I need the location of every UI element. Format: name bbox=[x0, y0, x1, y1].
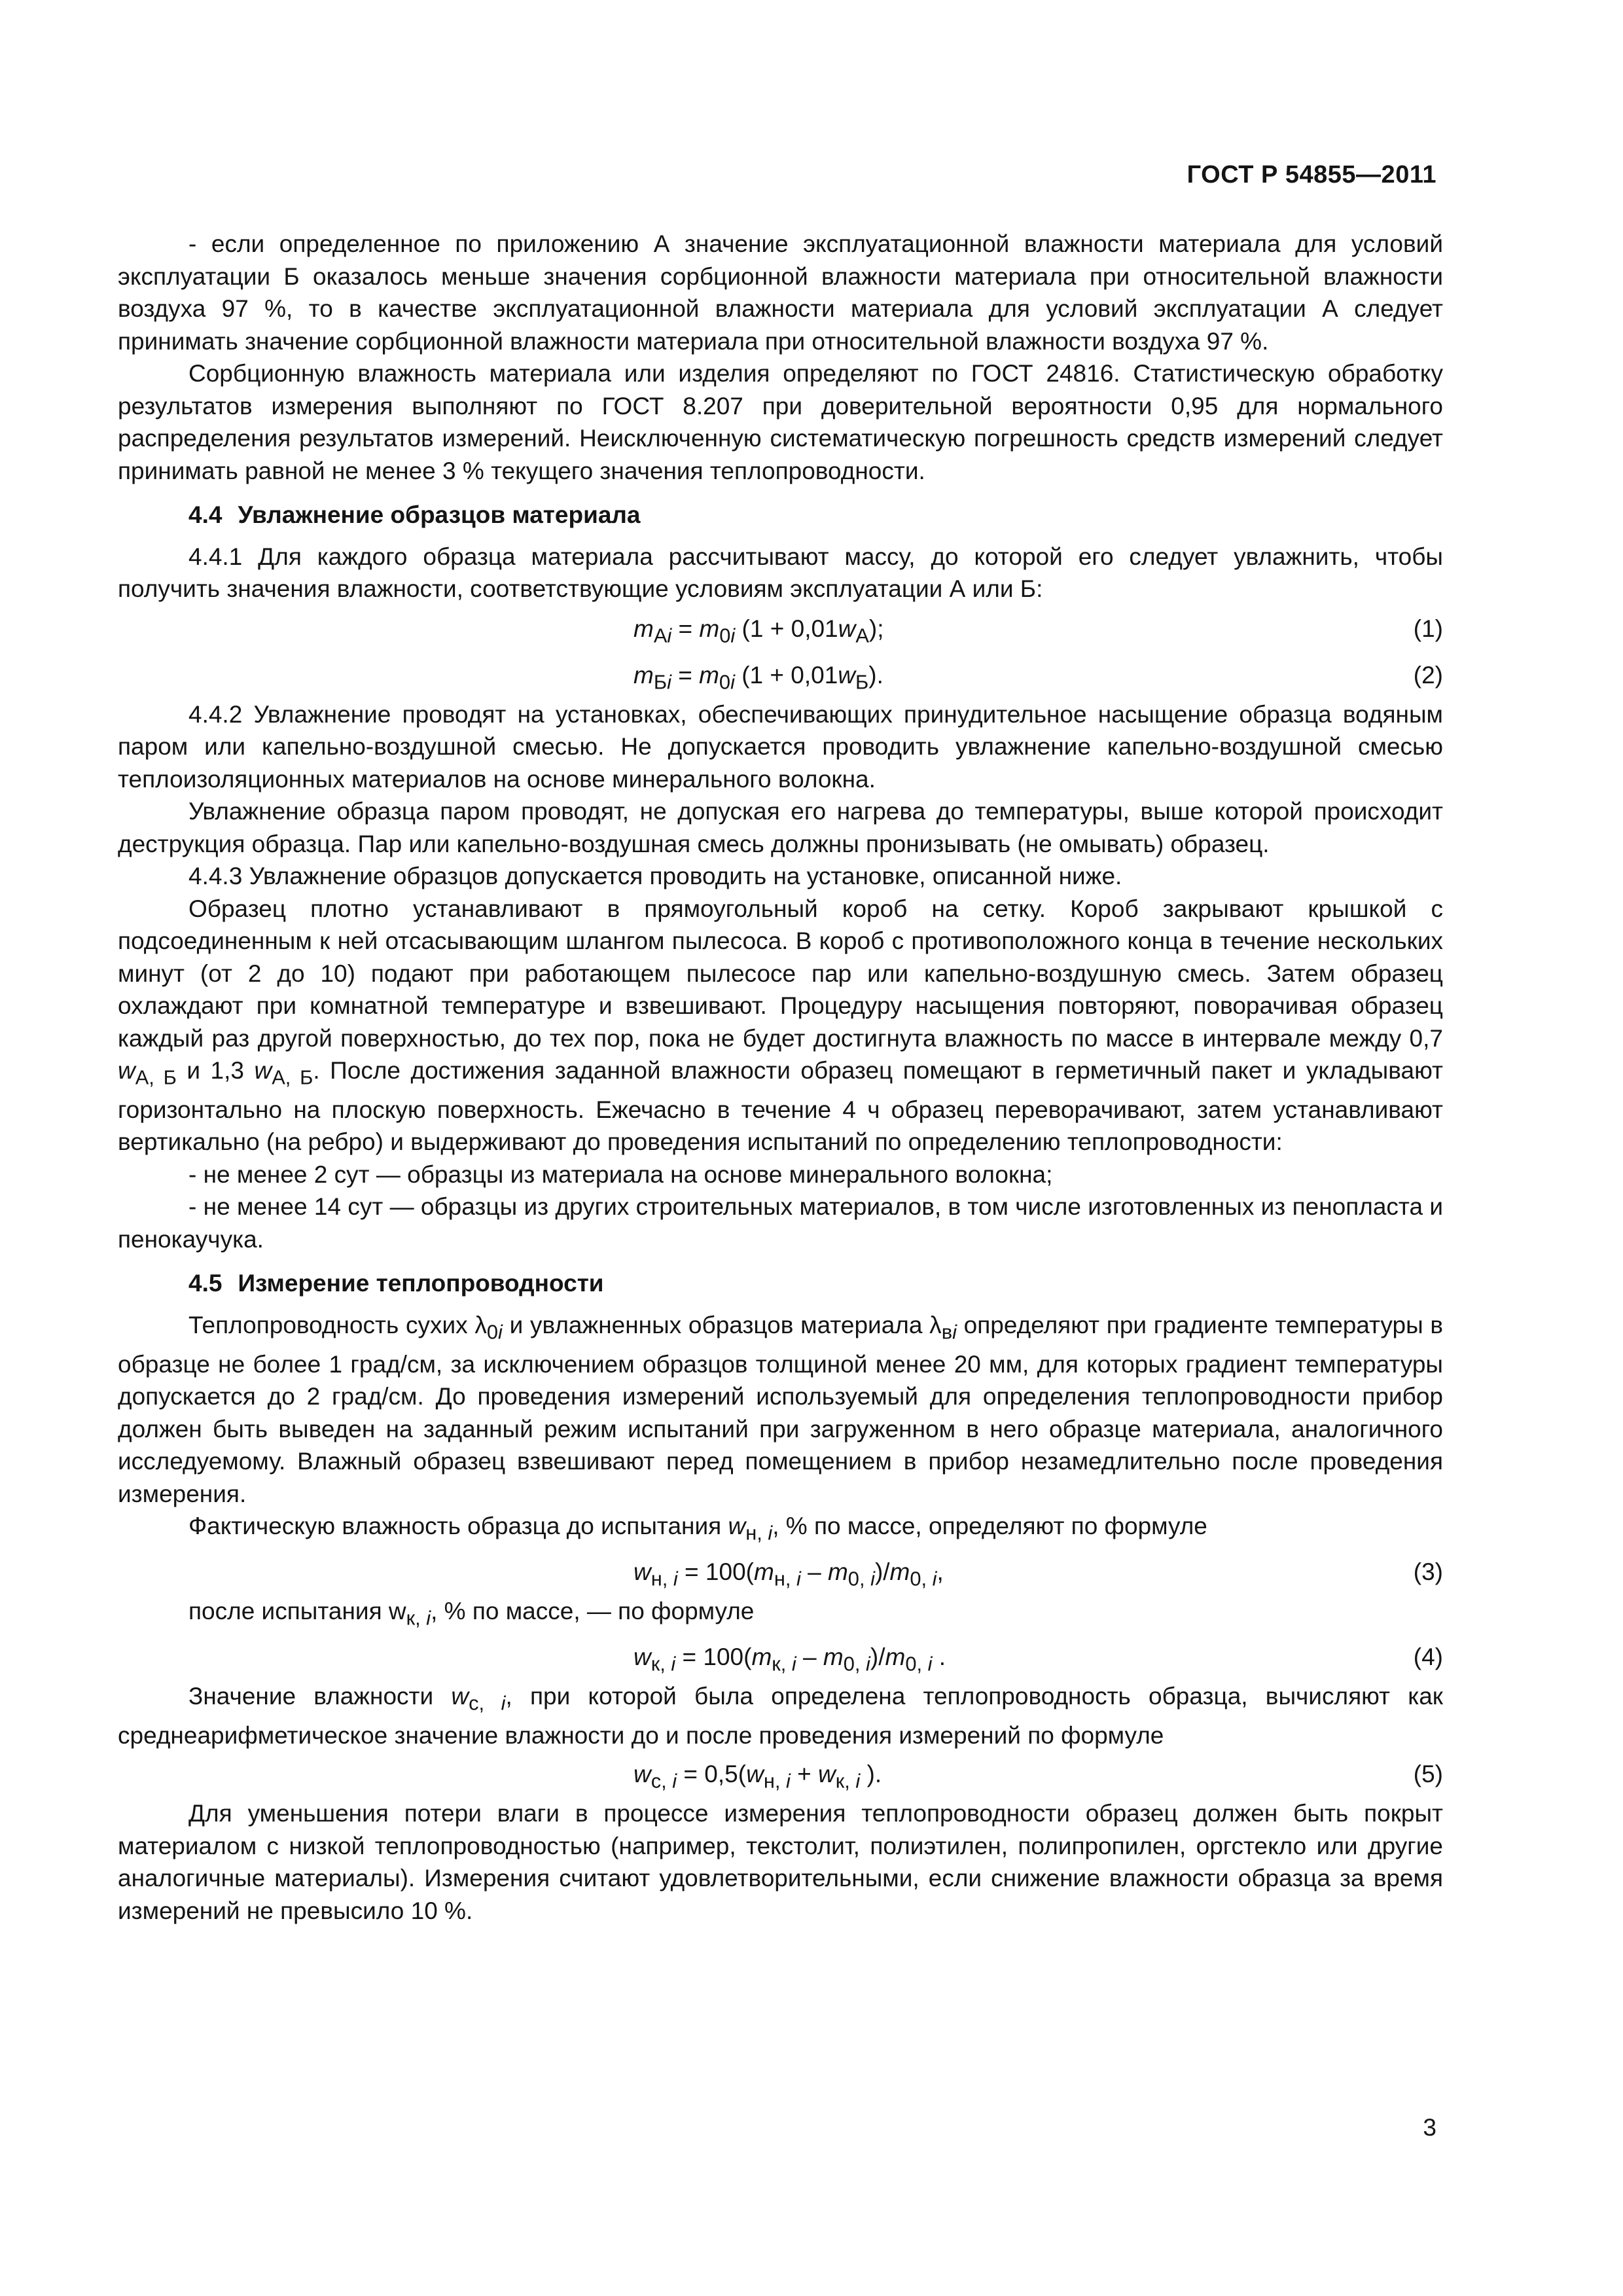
standard-header: ГОСТ Р 54855—2011 bbox=[1186, 161, 1436, 188]
list-item-mineral-fiber: - не менее 2 сут — образцы из материала на основе минерального волокна; bbox=[188, 1160, 1053, 1188]
formula-4-expression: $w_{к, i} = 100(m_{к, i} - m_{0, i})/m_{0, i}$ . bbox=[633, 1643, 946, 1676]
formula-4-number: (4) bbox=[1413, 1643, 1443, 1671]
paragraph-humidity-value: Значение влажности $w_{с, i}$, при которой была определена теплопроводность образца, вычисляют как среднеарифметическое значение влажности до и после проведения измерений по формуле bbox=[118, 1683, 1443, 1749]
page-body bbox=[118, 228, 1443, 1927]
formula-5-expression: $w_{с, i} = 0,5(w_{н, i} + w_{к, i}$ ). bbox=[633, 1761, 882, 1793]
list-item-other-materials: - не менее 14 сут — образцы из других строительных материалов, в том числе изготовленных из пенопласта и пенокаучука. bbox=[118, 1193, 1443, 1253]
paragraph-steam-humidification: Увлажнение образца паром проводят, не допуская его нагрева до температуры, выше которой происходит деструкция образца. Пар или капельно-воздушная смесь должны пронизывать (не омывать) образец. bbox=[118, 798, 1443, 857]
paragraph-moisture-loss: Для уменьшения потери влаги в процессе измерения теплопроводности образец должен быть покрыт материалом с низкой теплопроводностью (например, текстолит, полиэтилен, полипропилен, оргстекло или другие аналогичные материалы). Измерения считают удовлетворительными, если снижение влажности образца за время измерений не превысило 10 %. bbox=[118, 1800, 1443, 1924]
formula-3-number: (3) bbox=[1413, 1558, 1443, 1586]
paragraph-actual-humidity: Фактическую влажность образца до испытания $w_{н, i}$, % по массе, определяют по формуле bbox=[188, 1513, 1207, 1545]
paragraph-after-test: после испытания $w_{к, i}$, % по массе, — по формуле bbox=[188, 1598, 755, 1630]
formula-2-number: (2) bbox=[1413, 661, 1443, 689]
page-number: 3 bbox=[1423, 2114, 1436, 2141]
formula-3-expression: $w_{н, i} = 100(m_{н, i} - m_{0, i})/m_{0, i}$, bbox=[633, 1558, 944, 1590]
paragraph-sorption-humidity: Сорбционную влажность материала или изделия определяют по ГОСТ 24816. Статистическую обработку результатов измерения выполняют по ГОСТ 8.207 при доверительной вероятности 0,95 для нормального распределения результатов измерений. Неисключенную систематическую погрешность средств измерений следует принимать равной не менее 3 % текущего значения теплопроводности. bbox=[118, 360, 1443, 484]
formula-1 bbox=[118, 605, 1443, 652]
formula-2 bbox=[118, 652, 1443, 698]
formula-1-expression: $m_{Аi} = m_{0i}$ $(1 + 0,01w_А)$; bbox=[633, 615, 884, 647]
formula-1-number: (1) bbox=[1413, 615, 1443, 642]
formula-5-number: (5) bbox=[1413, 1761, 1443, 1788]
formula-5 bbox=[118, 1751, 1443, 1797]
formula-3 bbox=[118, 1549, 1443, 1595]
section-heading-4-5: 4.5 Измерение теплопроводности bbox=[188, 1270, 604, 1297]
paragraph-4-4-3: 4.4.3 Увлажнение образцов допускается проводить на установке, описанной ниже. bbox=[188, 863, 1122, 889]
paragraph-procedure: Образец плотно устанавливают в прямоугольный короб на сетку. Короб закрывают крышкой с подсоединенным к ней отсасывающим шлангом пылесоса. В короб с противоположного конца в течение нескольких минут (от 2 до 10) подают при работающем пылесосе пар или капельно-воздушную смесь. Затем образец охлаждают при комнатной температуре и взвешивают. Процедуру насыщения повторяют, поворачивая образец каждый раз другой поверхностью, до тех пор, пока не будет достигнута влажность по массе в интервале между 0,7 $w_{А, Б}$ и 1,3 $w_{А, Б}$. После достижения заданной влажности образец помещают в герметичный пакет и укладывают горизонтально на плоскую поверхность. Ежечасно в течение 4 ч образец переворачивают, затем устанавливают вертикально (на ребро) и выдерживают до проведения испытаний по определению теплопроводности: bbox=[118, 895, 1443, 1156]
paragraph-conductivity-measurement: Теплопроводность сухих $\lambda_{0i}$ и увлажненных образцов материала $\lambda_{вi}$ определяют при градиенте температуры в образце не более 1 град/см, за исключением образцов толщиной менее 20 мм, для которых градиент температуры допускается до 2 град/см. До проведения измерений используемый для определения теплопроводности прибор должен быть выведен на заданный режим испытаний при загруженном в него образце материала, аналогичного исследуемому. Влажный образец взвешивают перед помещением в прибор незамедлительно после проведения измерения. bbox=[118, 1311, 1444, 1507]
formula-4 bbox=[118, 1634, 1443, 1680]
paragraph-4-4-2: 4.4.2 Увлажнение проводят на установках, обеспечивающих принудительное насыщение образца водяным паром или капельно-воздушной смесью. Не допускается проводить увлажнение капельно-воздушной смесью теплоизоляционных материалов на основе минерального волокна. bbox=[118, 700, 1443, 793]
formula-2-expression: $m_{Бi} = m_{0i}$ $(1 + 0,01w_Б)$. bbox=[633, 661, 883, 693]
section-heading-4-4: 4.4 Увлажнение образцов материала bbox=[188, 501, 641, 528]
paragraph-exploitation-humidity: - если определенное по приложению А значение эксплуатационной влажности материала для условий эксплуатации Б оказалось меньше значения сорбционной влажности материала при относительной влажности воздуха 97 %, то в качестве эксплуатационной влажности материала для условий эксплуатации А следует принимать значение сорбционной влажности материала при относительной влажности воздуха 97 %. bbox=[118, 230, 1443, 355]
paragraph-4-4-1: 4.4.1 Для каждого образца материала рассчитывают массу, до которой его следует увлажнить, чтобы получить значения влажности, соответствующие условиям эксплуатации А или Б: bbox=[118, 543, 1443, 602]
